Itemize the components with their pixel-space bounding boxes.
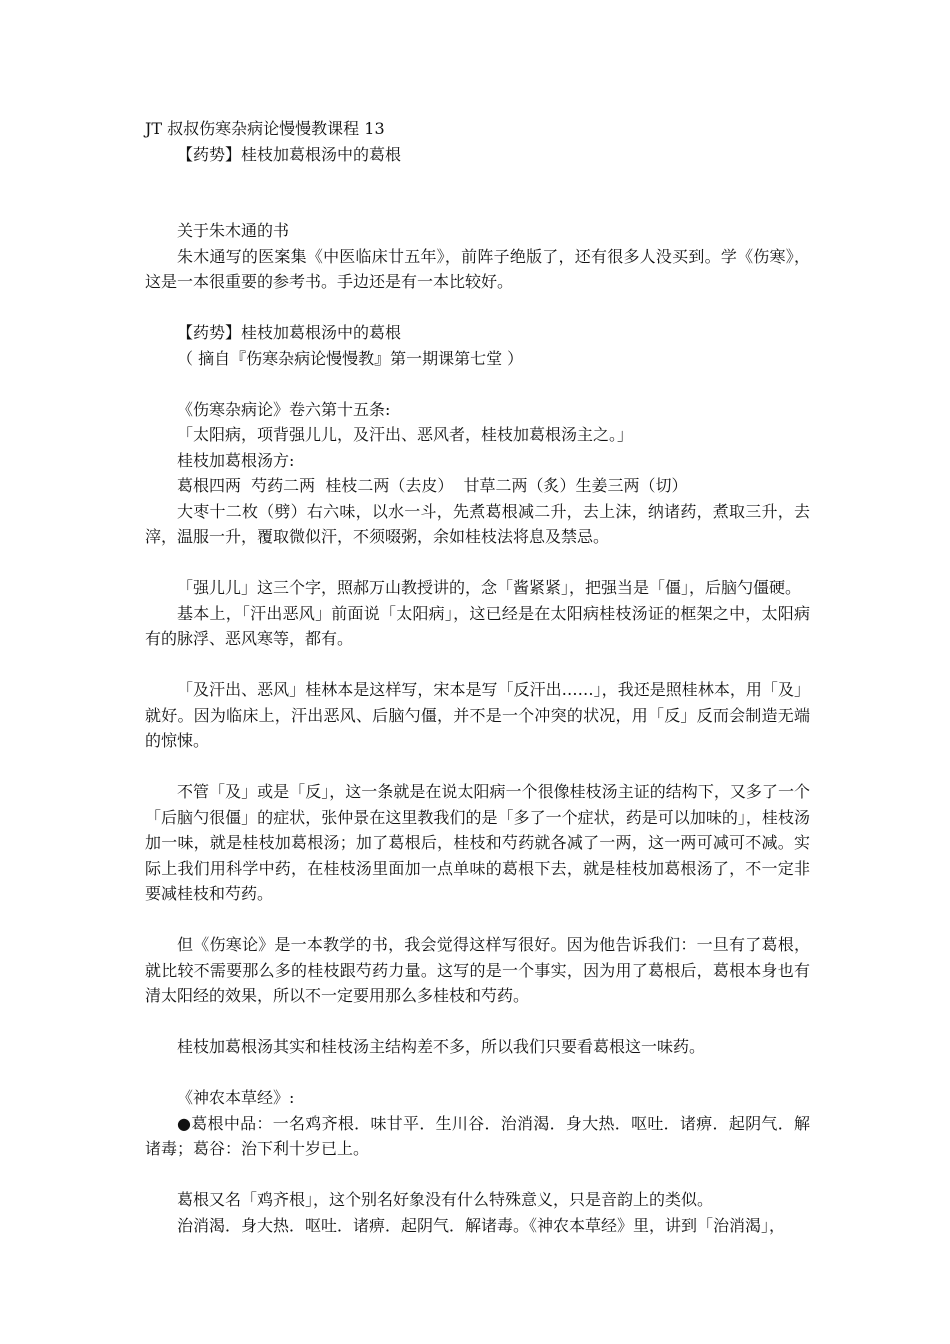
document-subtitle: 【药势】桂枝加葛根汤中的葛根 (177, 144, 402, 164)
formula-method: 大枣十二枚（劈）右六味，以水一斗，先煮葛根减二升，去上沫，纳诸药，煮取三升，去滓，温服一升，覆取微似汗，不须啜粥，余如桂枝法将息及禁忌。 (145, 501, 810, 546)
spacer (145, 652, 810, 678)
paragraph: 「强儿儿」这三个字，照郝万山教授讲的，念「酱紧紧」，把强当是「僵」，后脑勺僵硬。 (177, 578, 802, 597)
document-title: JT 叔叔伤寒杂病论慢慢教课程 13 (145, 119, 385, 138)
document-page (145, 116, 810, 1238)
shennong-note: 葛根又名「鸡齐根」，这个别名好象没有什么特殊意义，只是音韵上的类似。 (177, 1190, 714, 1209)
clause-reference: 《伤寒杂病论》卷六第十五条: (177, 399, 391, 419)
paragraph-zhu-mutong: 朱木通写的医案集《中医临床廿五年》，前阵子绝版了，还有很多人没买到。学《伤寒》，这是一本很重要的参考书。手边还是有一本比较好。 (145, 246, 810, 291)
formula-ingredients: 葛根四两 芍药二两 桂枝二两（去皮） 甘草二两（炙）生姜三两（切） (177, 476, 688, 495)
paragraph: 基本上，「汗出恶风」前面说「太阳病」，这已经是在太阳病桂枝汤证的框架之中，太阳病有的脉浮、恶风寒等，都有。 (145, 603, 810, 648)
source-note: （ 摘自『伤寒杂病论慢慢教』第一期课第七堂 ） (177, 348, 524, 368)
formula-title: 桂枝加葛根汤方: (177, 450, 295, 470)
spacer (145, 1162, 810, 1188)
paragraph: 「及汗出、恶风」桂林本是这样写，宋本是写「反汗出……」，我还是照桂林本，用「及」就好。因为临床上，汗出恶风、后脑勺僵，并不是一个冲突的状况，用「反」反而会制造无端的惊悚。 (145, 680, 810, 750)
paragraph: 但《伤寒论》是一本教学的书，我会觉得这样写很好。因为他告诉我们：一旦有了葛根，就比较不需要那么多的桂枝跟芍药力量。这写的是一个事实，因为用了葛根后，葛根本身也有清太阳经的效果，所以不一定要用那么多桂枝和芍药。 (145, 935, 810, 1005)
section-heading-zhu-mutong: 关于朱木通的书 (177, 221, 290, 240)
section-heading-gegen: 【药势】桂枝加葛根汤中的葛根 (177, 323, 402, 342)
spacer (145, 550, 810, 576)
spacer (145, 295, 810, 321)
shennong-title: 《神农本草经》: (177, 1088, 295, 1107)
spacer (145, 371, 810, 397)
shennong-entry: ●葛根中品：一名鸡齐根．味甘平．生川谷．治消渴．身大热．呕吐．诸痹．起阴气．解诸毒；葛谷：治下利十岁已上。 (145, 1113, 810, 1158)
spacer (145, 1009, 810, 1035)
spacer (145, 167, 810, 193)
clause-text: 「太阳病，项背强儿儿，及汗出、恶风者，桂枝加葛根汤主之。」 (177, 425, 634, 444)
spacer (145, 754, 810, 780)
spacer (145, 193, 810, 219)
shennong-note: 治消渴．身大热．呕吐．诸痹．起阴气．解诸毒。《神农本草经》里，讲到「治消渴」， (177, 1215, 786, 1235)
paragraph: 桂枝加葛根汤其实和桂枝汤主结构差不多，所以我们只要看葛根这一味药。 (177, 1037, 706, 1056)
spacer (145, 1060, 810, 1086)
paragraph: 不管「及」或是「反」，这一条就是在说太阳病一个很像桂枝汤主证的结构下，又多了一个「后脑勺很僵」的症状，张仲景在这里教我们的是「多了一个症状，药是可以加味的」，桂枝汤加一味，就是桂枝加葛根汤；加了葛根后，桂枝和芍药就各减了一两，这一两可减可不减。实际上我们用科学中药，在桂枝汤里面加一点单味的葛根下去，就是桂枝加葛根汤了，不一定非要减桂枝和芍药。 (145, 782, 810, 903)
spacer (145, 907, 810, 933)
